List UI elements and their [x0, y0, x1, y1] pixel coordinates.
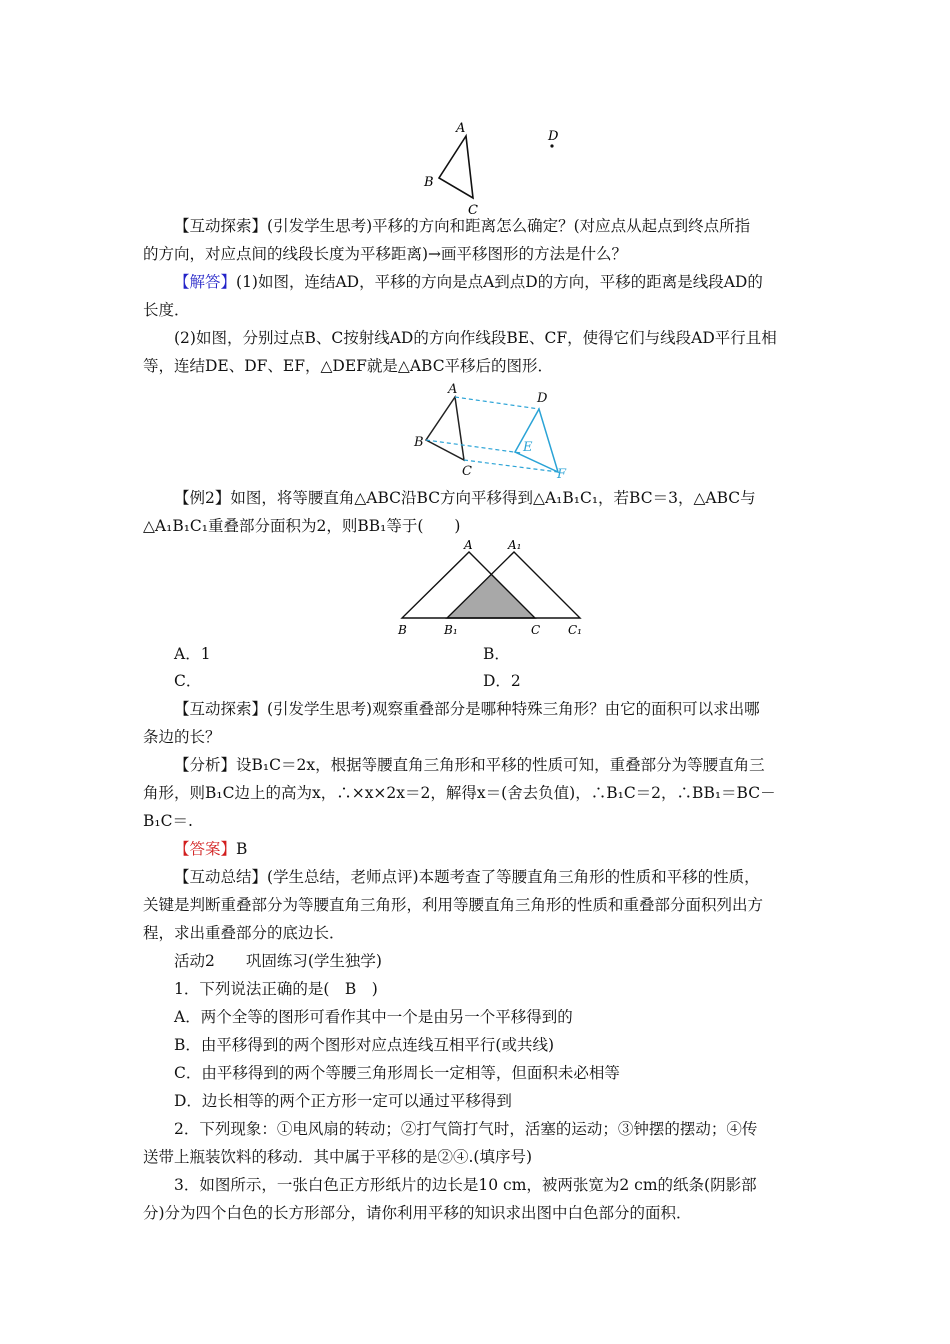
question-3-line-1: 3．如图所示，一张白色正方形纸片的边长是10 cm，被两张宽为2 cm的纸条(阴影部: [174, 1176, 757, 1194]
question-1-stem: 1．下列说法正确的是( B ): [174, 980, 378, 998]
question-3-line-2: 分)分为四个白色的长方形部分，请你利用平移的知识求出图中白色部分的面积．: [143, 1204, 692, 1222]
solution-line-3: (2)如图，分别过点B、C按射线AD的方向作线段BE、CF，使得它们与线段AD平行且相: [174, 329, 777, 347]
analysis-paragraph-cont: [143, 779, 810, 807]
summary-paragraph: [143, 863, 810, 891]
solution-line-4: 等，连结DE、DF、EF，△DEF就是△ABC平移后的图形．: [143, 357, 554, 375]
summary-line-1: 【互动总结】(学生总结，老师点评)本题考查了等腰直角三角形的性质和平移的性质，: [174, 868, 760, 886]
triangle-def-translated: [515, 409, 558, 472]
triangle-abc: [439, 136, 473, 198]
answer-tag: 【答案】: [174, 840, 237, 858]
option-b: B．: [483, 645, 510, 663]
summary-paragraph-cont-2: [143, 919, 810, 947]
explore-paragraph-2-cont: [143, 723, 810, 751]
figure-triangle-abc-with-point-d: [412, 118, 572, 218]
figure1-label-c: C: [468, 203, 478, 218]
figure2-label-b: B: [414, 435, 424, 450]
summary-line-3: 程，求出重叠部分的底边长．: [143, 924, 345, 942]
explore-paragraph-1-cont: [143, 240, 810, 268]
figure1-label-a: A: [456, 121, 466, 136]
figure3-label-a: A: [464, 538, 473, 552]
analysis-paragraph: [143, 751, 810, 779]
triangle-abc-original: [426, 397, 464, 460]
figure3-label-b1: B₁: [444, 623, 458, 637]
figure2-label-f: F: [557, 467, 567, 480]
summary-paragraph-cont: [143, 891, 810, 919]
option-c: C．: [174, 672, 202, 690]
figure-isosceles-overlap: [392, 538, 596, 640]
solution-paragraph-2-cont: [143, 352, 810, 380]
question-2-line-2: 送带上瓶装饮料的移动．其中属于平移的是②④.(填序号): [143, 1148, 533, 1166]
solution-paragraph: [143, 268, 810, 296]
figure-translation-construction: [410, 380, 570, 480]
analysis-paragraph-cont-2: [143, 807, 810, 835]
solution-line-2: 长度．: [143, 301, 190, 319]
figure2-label-e: E: [523, 440, 533, 455]
explore-line-2: 的方向，对应点间的线段长度为平移距离)→画平移图形的方法是什么？: [143, 245, 628, 263]
figure3-label-b: B: [398, 623, 407, 637]
question-1-option-d: D．边长相等的两个正方形一定可以通过平移得到: [174, 1092, 512, 1110]
example-2-line-1: 【例2】如图，将等腰直角△ABC沿BC方向平移得到△A₁B₁C₁，若BC＝3，△ABC与: [174, 489, 756, 507]
figure2-label-d: D: [537, 391, 548, 406]
summary-line-2: 关键是判断重叠部分为等腰直角三角形，利用等腰直角三角形的性质和重叠部分面积列出方: [143, 896, 764, 914]
question-2-line-1: 2．下列现象：①电风扇的转动；②打气筒打气时，活塞的运动；③钟摆的摆动；④传: [174, 1120, 758, 1138]
question-1-option-c: C．由平移得到的两个等腰三角形周长一定相等，但面积未必相等: [174, 1064, 620, 1082]
option-d: D．2: [483, 672, 521, 690]
overlap-shaded-region: [447, 574, 535, 618]
question-1-option-b: B．由平移得到的两个图形对应点连线互相平行(或共线): [174, 1036, 554, 1054]
dashed-segment-be: [426, 440, 521, 453]
solution-paragraph-cont: [143, 296, 810, 324]
explore-paragraph-1: [143, 212, 810, 240]
figure1-label-d: D: [548, 129, 559, 144]
answer-value: B: [236, 840, 248, 858]
explore-2-line-1: 【互动探索】(引发学生思考)观察重叠部分是哪种特殊三角形？由它的面积可以求出哪: [174, 700, 760, 718]
figure3-label-c: C: [531, 623, 541, 637]
solution-tag: 【解答】: [174, 273, 237, 291]
option-a: A．1: [174, 645, 211, 663]
point-d: [550, 144, 553, 147]
explore-paragraph-2: [143, 695, 810, 723]
figure2-label-c: C: [462, 464, 472, 479]
solution-line-1: (1)如图，连结AD，平移的方向是点A到点D的方向，平移的距离是线段AD的: [236, 273, 763, 291]
explore-2-line-2: 条边的长？: [143, 728, 221, 746]
figure2-label-a: A: [448, 382, 458, 397]
example-2-line-2: △A₁B₁C₁重叠部分面积为2，则BB₁等于( ): [143, 517, 461, 535]
answer-paragraph: [143, 835, 810, 863]
activity-2-title: 活动2 巩固练习(学生独学): [174, 952, 382, 970]
explore-tag: 【互动探索】: [174, 217, 268, 235]
figure3-label-a1: A₁: [508, 538, 522, 552]
question-1-option-a: A．两个全等的图形可看作其中一个是由另一个平移得到的: [174, 1008, 573, 1026]
analysis-line-2: 角形，则B₁C边上的高为x，∴×x×2x＝2，解得x＝(舍去负值)，∴B₁C＝2，∴BB₁＝BC－: [143, 784, 776, 802]
example-2-paragraph: [143, 484, 810, 512]
solution-paragraph-2: [143, 324, 810, 352]
explore-line-1: (引发学生思考)平移的方向和距离怎么确定？(对应点从起点到终点所指: [267, 217, 751, 235]
figure1-label-b: B: [424, 175, 434, 190]
dashed-segment-ad: [455, 397, 539, 409]
figure3-label-c1: C₁: [568, 623, 582, 637]
analysis-line-3: B₁C＝.: [143, 812, 193, 830]
analysis-line-1: 【分析】设B₁C＝2x，根据等腰直角三角形和平移的性质可知，重叠部分为等腰直角三: [174, 756, 765, 774]
example-2-paragraph-cont: [143, 512, 810, 540]
